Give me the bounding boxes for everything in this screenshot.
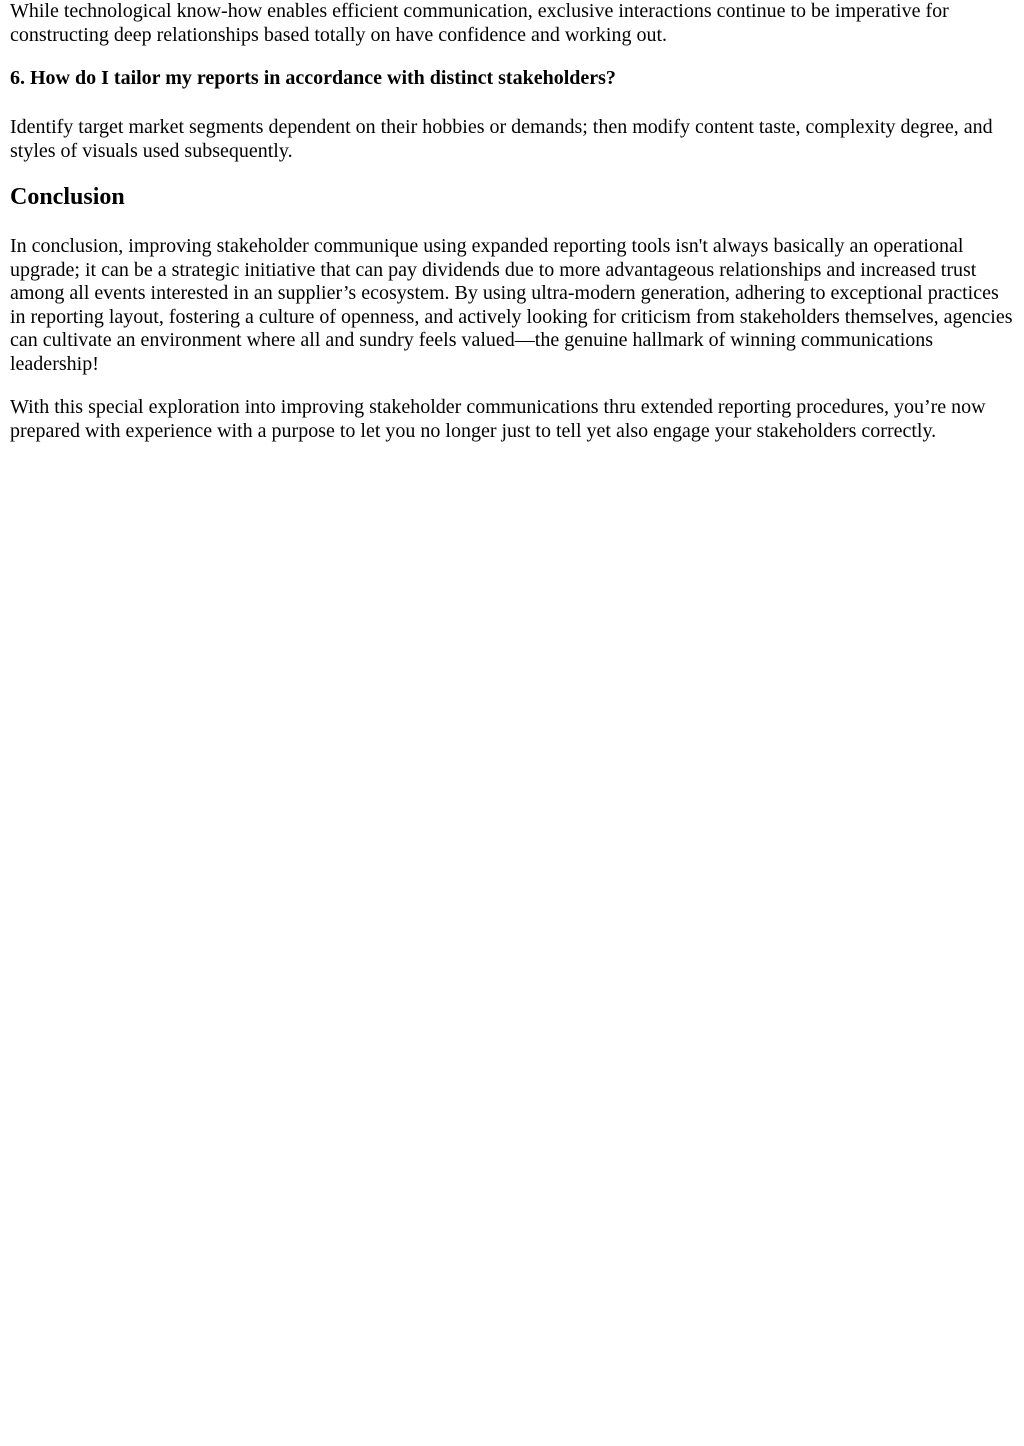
faq-question-6: 6. How do I tailor my reports in accordance with distinct stakeholders? (10, 67, 616, 89)
conclusion-heading: Conclusion (10, 184, 125, 210)
intro-paragraph: While technological know-how enables efficient communication, exclusive interactions continue to be imperative for constructing deep relationships based totally on have confidence and working out. (10, 0, 949, 46)
faq-answer-6: Identify target market segments dependent on their hobbies or demands; then modify content taste, complexity degree, and styles of visuals used subsequently. (10, 116, 993, 162)
conclusion-paragraph-1: In conclusion, improving stakeholder communique using expanded reporting tools isn't always basically an operational upgrade; it can be a strategic initiative that can pay dividends due to more advantageous relationships and increased trust among all events interested in an supplier’s ecosystem. By using ultra-modern generation, adhering to exceptional practices in reporting layout, fostering a culture of openness, and actively looking for criticism from stakeholders themselves, agencies can cultivate an environment where all and sundry feels valued—the genuine hallmark of winning communications leadership! (10, 235, 1013, 375)
conclusion-paragraph-2: With this special exploration into improving stakeholder communications thru extended reporting procedures, you’re now prepared with experience with a purpose to let you no longer just to tell yet also engage your stakeholders correctly. (10, 396, 986, 442)
article-body (0, 0, 1024, 443)
